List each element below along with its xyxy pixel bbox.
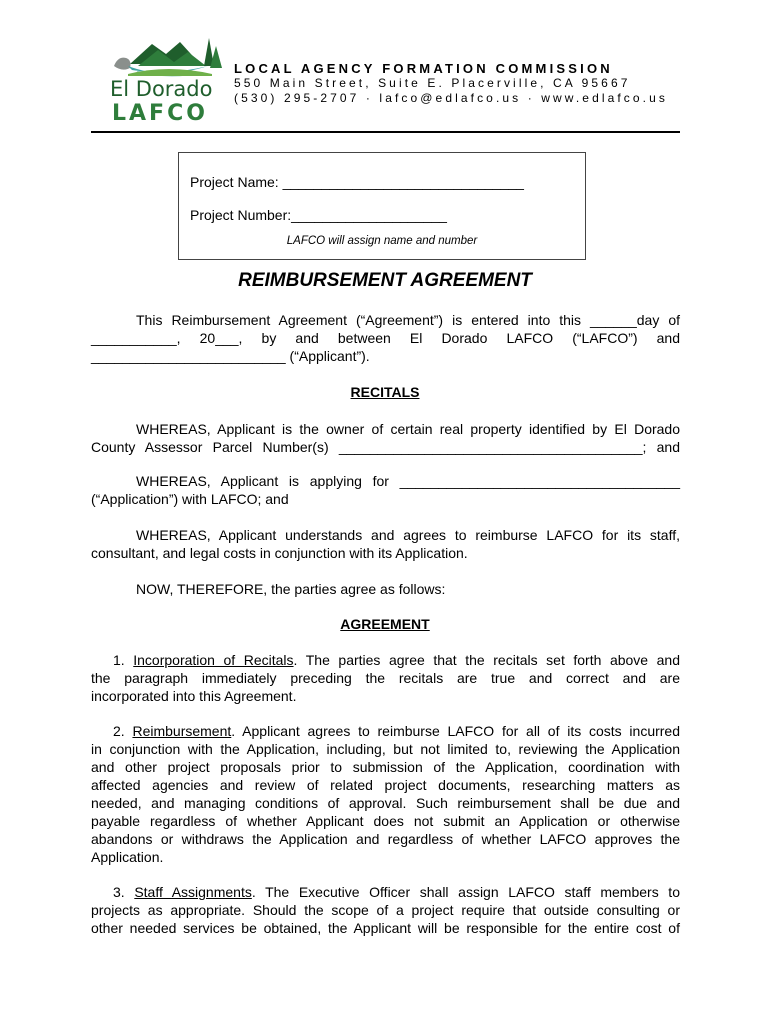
project-box-note: LAFCO will assign name and number — [286, 235, 478, 247]
recital-1-line-2: County Assessor Parcel Number(s) _______________________________________; and — [91, 439, 680, 455]
agreement-heading: AGREEMENT — [340, 616, 430, 632]
section-3-line-1 — [91, 883, 680, 901]
section-2 — [91, 722, 680, 866]
section-1-line-3: incorporated into this Agreement. — [91, 688, 297, 704]
recital-1-line-1: WHEREAS, Applicant is the owner of certain real property identified by El Dorado — [136, 421, 680, 437]
recitals-heading: RECITALS — [350, 384, 420, 400]
section-3-number: 3. — [113, 884, 125, 900]
svg-text:LAFCO: LAFCO — [112, 101, 208, 122]
section-1-number: 1. — [113, 652, 125, 668]
project-number-line: Project Number:____________________ — [190, 207, 447, 223]
recital-3 — [91, 526, 680, 562]
intro-line-2: ___________, 20___, by and between El Dorado LAFCO (“LAFCO”) and — [91, 330, 680, 346]
recital-2 — [91, 472, 680, 508]
section-2-line-8: Application. — [91, 849, 164, 865]
project-name-line: Project Name: _______________________________ — [190, 174, 524, 190]
section-1 — [91, 651, 680, 705]
section-2-number: 2. — [113, 723, 125, 739]
section-2-line-1-text: . Applicant agrees to reimburse LAFCO for all of its costs incurred — [231, 723, 681, 739]
section-2-line-1 — [91, 722, 680, 740]
svg-text:El Dorado: El Dorado — [110, 77, 213, 101]
org-address: 550 Main Street, Suite E. Placerville, CA 95667 — [234, 76, 631, 90]
org-name: LOCAL AGENCY FORMATION COMMISSION — [234, 61, 613, 76]
section-3 — [91, 883, 680, 937]
section-1-line-1-text: . The parties agree that the recitals set forth above and — [293, 652, 681, 668]
section-2-line-3: and other project proposals prior to submission of the Application, coordination with — [91, 759, 680, 775]
section-1-heading: Incorporation of Recitals — [133, 652, 294, 668]
section-3-line-2: projects as appropriate. Should the scope of a project require that outside consulting or — [91, 902, 680, 918]
section-2-line-2: in conjunction with the Application, including, but not limited to, reviewing the Application — [91, 741, 680, 757]
intro-line-3: _________________________ (“Applicant”). — [91, 348, 370, 364]
section-3-line-1-text: . The Executive Officer shall assign LAFCO staff members to — [251, 884, 680, 900]
intro-line-1: This Reimbursement Agreement (“Agreement”) is entered into this ______day of — [136, 312, 680, 328]
recital-2-line-1: WHEREAS, Applicant is applying for ____________________________________ — [136, 473, 680, 489]
project-info-box — [178, 152, 586, 260]
section-2-heading: Reimbursement — [132, 723, 232, 739]
recital-2-line-2: (“Application”) with LAFCO; and — [91, 491, 289, 507]
section-1-line-1 — [91, 651, 680, 669]
section-3-line-3: other needed services be obtained, the Applicant will be responsible for the entire cost of — [91, 920, 680, 936]
org-contact: (530) 295-2707 · lafco@edlafco.us · www.edlafco.us — [234, 91, 668, 105]
section-2-line-4: affected agencies and review of related project documents, researching matters as — [91, 777, 680, 793]
section-2-line-7: abandons or withdraws the Application and regardless of whether LAFCO approves the — [91, 831, 680, 847]
el-dorado-lafco-logo — [108, 36, 224, 122]
section-2-line-5: needed, and managing conditions of approval. Such reimbursement shall be due and — [91, 795, 680, 811]
section-1-line-2: the paragraph immediately preceding the recitals are true and correct and are — [91, 670, 680, 686]
header-divider — [91, 131, 680, 133]
letterhead — [234, 61, 668, 106]
now-therefore-line: NOW, THEREFORE, the parties agree as follows: — [136, 581, 446, 597]
logo-graphic — [108, 36, 224, 122]
intro-paragraph — [91, 311, 680, 365]
recital-3-line-1: WHEREAS, Applicant understands and agrees to reimburse LAFCO for its staff, — [136, 527, 680, 543]
section-3-heading: Staff Assignments — [134, 884, 252, 900]
section-2-line-6: payable regardless of whether Applicant does not submit an Application or otherwise — [91, 813, 680, 829]
document-title: REIMBURSEMENT AGREEMENT — [238, 270, 532, 291]
recital-1 — [91, 420, 680, 456]
recital-3-line-2: consultant, and legal costs in conjunction with its Application. — [91, 545, 468, 561]
